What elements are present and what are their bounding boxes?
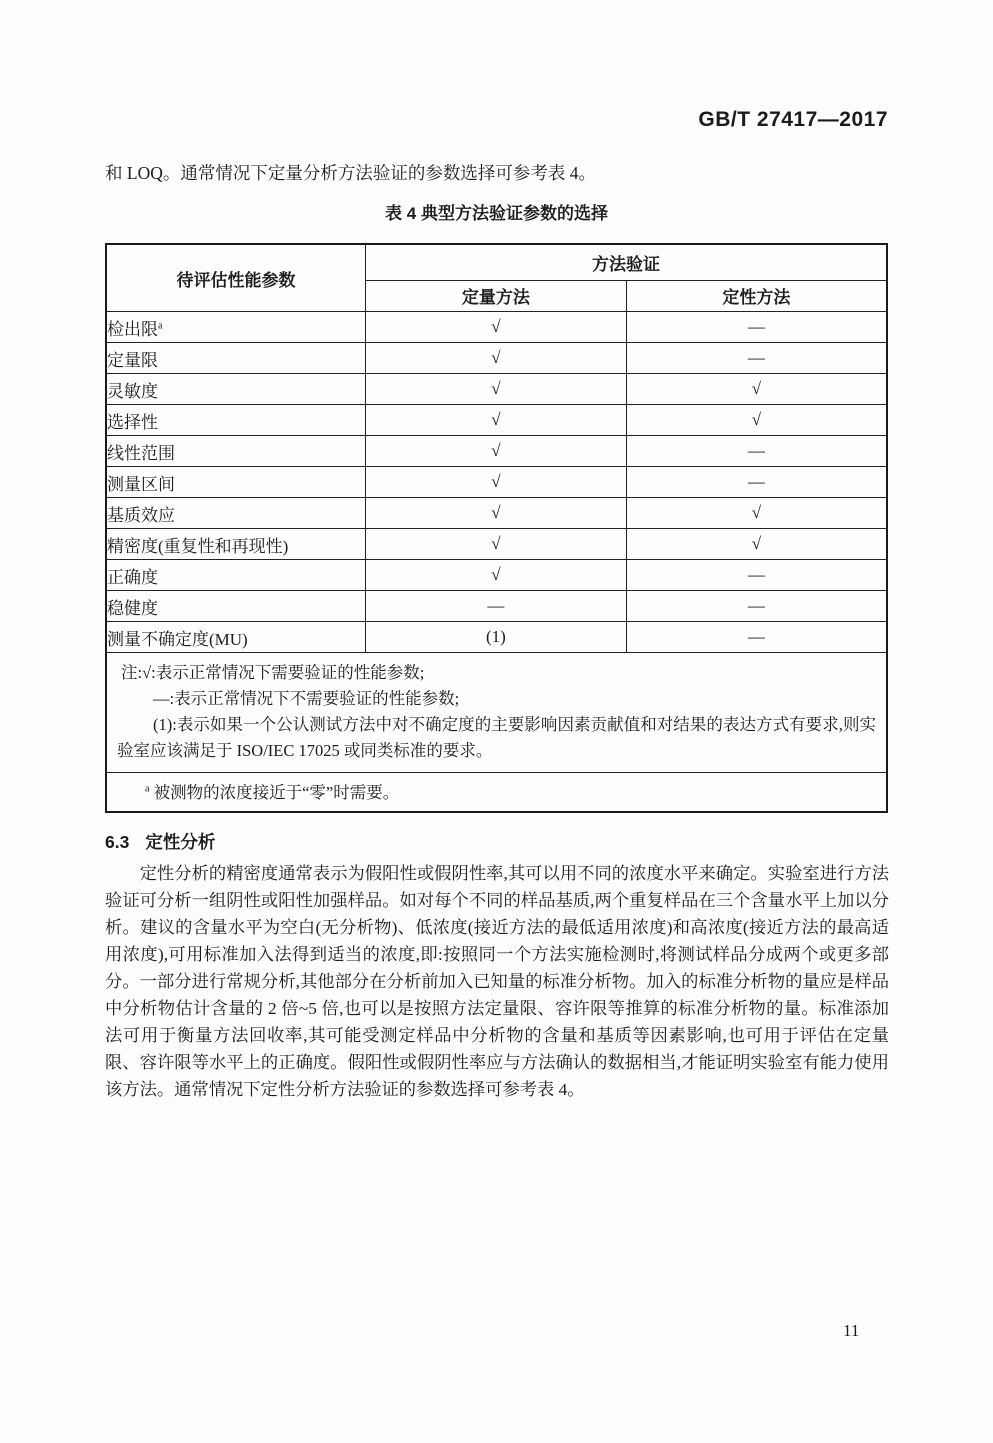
intro-text: 和 LOQ。通常情况下定量分析方法验证的参数选择可参考表 4。	[105, 163, 596, 183]
qualitative-mark-cell: —	[626, 560, 887, 591]
footnote-marker: a	[158, 319, 163, 331]
table-row	[106, 622, 887, 653]
quantitative-mark-cell: √	[366, 560, 627, 591]
footnote-text: 被测物的浓度接近于“零”时需要。	[153, 783, 400, 802]
page-number: 11	[843, 1321, 860, 1340]
header-quantitative-method: 定量方法	[366, 280, 627, 311]
quantitative-mark-cell: —	[366, 591, 627, 622]
quantitative-mark-cell: √	[366, 374, 627, 405]
parameter-cell: 定量限	[106, 343, 366, 374]
header-qualitative-method: 定性方法	[626, 280, 887, 311]
table-note-check: 注:√:表示正常情况下需要验证的性能参数;	[121, 663, 425, 682]
table-row	[106, 560, 887, 591]
qualitative-mark-cell: √	[626, 529, 887, 560]
header-method-validation: 方法验证	[366, 244, 888, 280]
quantitative-mark-cell: √	[366, 498, 627, 529]
table-note-uncertainty: (1):表示如果一个公认测试方法中对不确定度的主要影响因素贡献值和对结果的表达方式有要求,则实验室应该满足于 ISO/IEC 17025 或同类标准的要求。	[117, 715, 876, 760]
table-row	[106, 436, 887, 467]
parameter-cell: 灵敏度	[106, 374, 366, 405]
table-footnote-cell	[106, 773, 887, 813]
table-footnote	[117, 779, 876, 803]
table-row	[106, 467, 887, 498]
parameter-cell: 基质效应	[106, 498, 366, 529]
table-row	[106, 498, 887, 529]
parameter-cell: 检出限$^a$	[106, 312, 366, 343]
footnote-marker: a	[145, 783, 150, 795]
quantitative-mark-cell: √	[366, 312, 627, 343]
table-row	[106, 374, 887, 405]
table-title: 表 4 典型方法验证参数的选择	[385, 204, 608, 223]
parameter-cell: 稳健度	[106, 591, 366, 622]
table-row	[106, 529, 887, 560]
section-number: 6.3	[105, 832, 130, 852]
validation-table	[105, 243, 888, 813]
quantitative-mark-cell: √	[366, 343, 627, 374]
section-heading	[105, 829, 215, 854]
parameter-cell: 测量区间	[106, 467, 366, 498]
qualitative-mark-cell: —	[626, 312, 887, 343]
table-row	[106, 343, 887, 374]
parameter-cell: 精密度(重复性和再现性)	[106, 529, 366, 560]
qualitative-mark-cell: √	[626, 498, 887, 529]
table-note-dash: —:表示正常情况下不需要验证的性能参数;	[153, 689, 460, 708]
doc-number: GB/T 27417—2017	[698, 108, 888, 131]
table-head	[106, 244, 887, 312]
table-body	[106, 312, 887, 653]
section-title: 定性分析	[145, 832, 216, 852]
body-paragraph: 定性分析的精密度通常表示为假阳性或假阴性率,其可以用不同的浓度水平来确定。实验室进行方法验证可分析一组阴性或阳性加强样品。如对每个不同的样品基质,两个重复样品在三个含量水平上加以分析。建议的含量水平为空白(无分析物)、低浓度(接近方法的最低适用浓度)和高浓度(接近方法的最高适用浓度),可用标准加入法得到适当的浓度,即:按照同一个方法实施检测时,将测试样品分成两个或更多部分。一部分进行常规分析,其他部分在分析前加入已知量的标准分析物。加入的标准分析物的量应是样品中分析物估计含量的 2 倍~5 倍,也可以是按照方法定量限、容许限等推算的标准分析物的量。标准添加法可用于衡量方法回收率,其可能受测定样品中分析物的含量和基质等因素影响,也可用于评估在定量限、容许限等水平上的正确度。假阳性或假阴性率应与方法确认的数据相当,才能证明实验室有能力使用该方法。通常情况下定性分析方法验证的参数选择可参考表 4。	[105, 864, 889, 1099]
table-notes-row	[106, 653, 887, 773]
table-row	[106, 312, 887, 343]
table-footnote-row	[106, 773, 887, 813]
qualitative-mark-cell: √	[626, 374, 887, 405]
parameter-cell: 线性范围	[106, 436, 366, 467]
quantitative-mark-cell: √	[366, 436, 627, 467]
qualitative-mark-cell: —	[626, 622, 887, 653]
qualitative-mark-cell: —	[626, 467, 887, 498]
quantitative-mark-cell: √	[366, 405, 627, 436]
header-param-column: 待评估性能参数	[106, 244, 366, 312]
header-row-group	[106, 244, 887, 280]
parameter-cell: 测量不确定度(MU)	[106, 622, 366, 653]
quantitative-mark-cell: (1)	[366, 622, 627, 653]
qualitative-mark-cell: —	[626, 591, 887, 622]
table-foot	[106, 653, 887, 813]
parameter-cell: 正确度	[106, 560, 366, 591]
table-notes-cell	[106, 653, 887, 773]
qualitative-mark-cell: —	[626, 436, 887, 467]
table-row	[106, 405, 887, 436]
qualitative-mark-cell: √	[626, 405, 887, 436]
quantitative-mark-cell: √	[366, 529, 627, 560]
parameter-cell: 选择性	[106, 405, 366, 436]
quantitative-mark-cell: √	[366, 467, 627, 498]
qualitative-mark-cell: —	[626, 343, 887, 374]
table-row	[106, 591, 887, 622]
